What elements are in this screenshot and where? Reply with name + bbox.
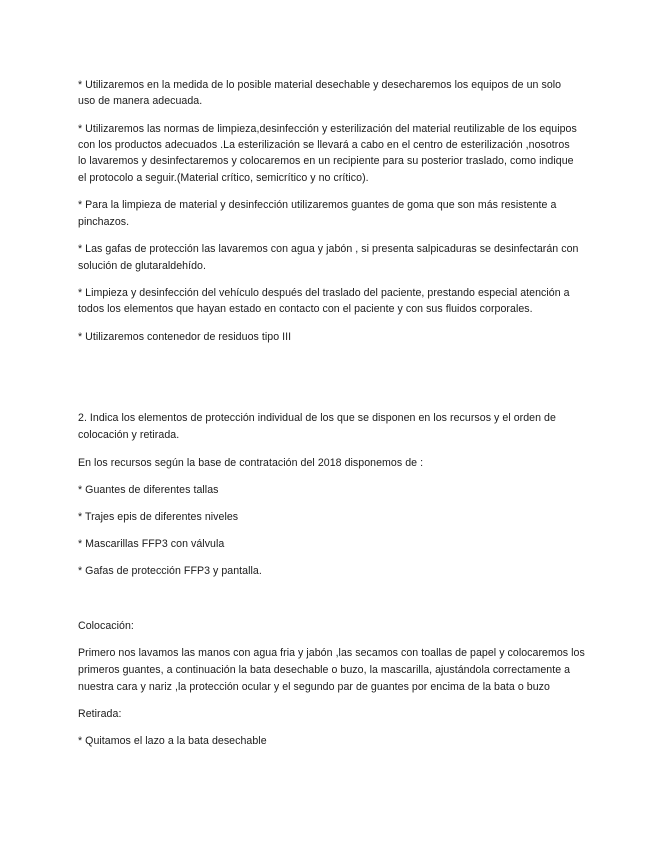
- text-line: con los productos adecuados .La esterilización se llevará a cabo en el centro de esterilización ,nosotros: [78, 139, 570, 151]
- list-item: * Trajes epis de diferentes niveles: [78, 511, 239, 523]
- section-heading: 2. Indica los elementos de protección individual de los que se disponen en los recursos y el orden de: [78, 412, 556, 424]
- text-line: solución de glutaraldehído.: [78, 260, 206, 272]
- section-heading: colocación y retirada.: [78, 429, 180, 441]
- subheading: Colocación:: [78, 620, 134, 632]
- text-line: * Las gafas de protección las lavaremos con agua y jabón , si presenta salpicaduras se desinfectarán con: [78, 243, 579, 255]
- text-line: todos los elementos que hayan estado en contacto con el paciente y con sus fluidos corporales.: [78, 303, 533, 315]
- text-line: uso de manera adecuada.: [78, 95, 203, 107]
- text-line: primeros guantes, a continuación la bata desechable o buzo, la mascarilla, ajustándola correctamente a: [78, 664, 571, 676]
- text-line: lo lavaremos y desinfectaremos y colocaremos en un recipiente para su posterior traslado, como indique: [78, 155, 574, 167]
- text-line: el protocolo a seguir.(Material crítico, semicrítico y no crítico).: [78, 172, 369, 184]
- text-line: * Limpieza y desinfección del vehículo después del traslado del paciente, prestando especial atención a: [78, 287, 570, 299]
- subheading: Retirada:: [78, 708, 122, 720]
- text-line: * Utilizaremos en la medida de lo posible material desechable y desecharemos los equipos de un solo: [78, 79, 562, 91]
- text-line: * Para la limpieza de material y desinfección utilizaremos guantes de goma que son más resistente a: [78, 199, 557, 211]
- list-item: * Guantes de diferentes tallas: [78, 484, 219, 496]
- list-item: * Gafas de protección FFP3 y pantalla.: [78, 565, 262, 577]
- text-line: En los recursos según la base de contratación del 2018 disponemos de :: [78, 457, 424, 469]
- text-line: pinchazos.: [78, 216, 130, 228]
- text-line: * Utilizaremos contenedor de residuos tipo III: [78, 331, 292, 343]
- text-line: Primero nos lavamos las manos con agua fria y jabón ,las secamos con toallas de papel y colocaremos los: [78, 647, 585, 659]
- list-item: * Mascarillas FFP3 con válvula: [78, 538, 225, 550]
- list-item: * Quitamos el lazo a la bata desechable: [78, 735, 267, 747]
- text-line: nuestra cara y nariz ,la protección ocular y el segundo par de guantes por encima de la bata o buzo: [78, 681, 550, 693]
- text-line: * Utilizaremos las normas de limpieza,desinfección y esterilización del material reutilizable de los equipos: [78, 123, 577, 135]
